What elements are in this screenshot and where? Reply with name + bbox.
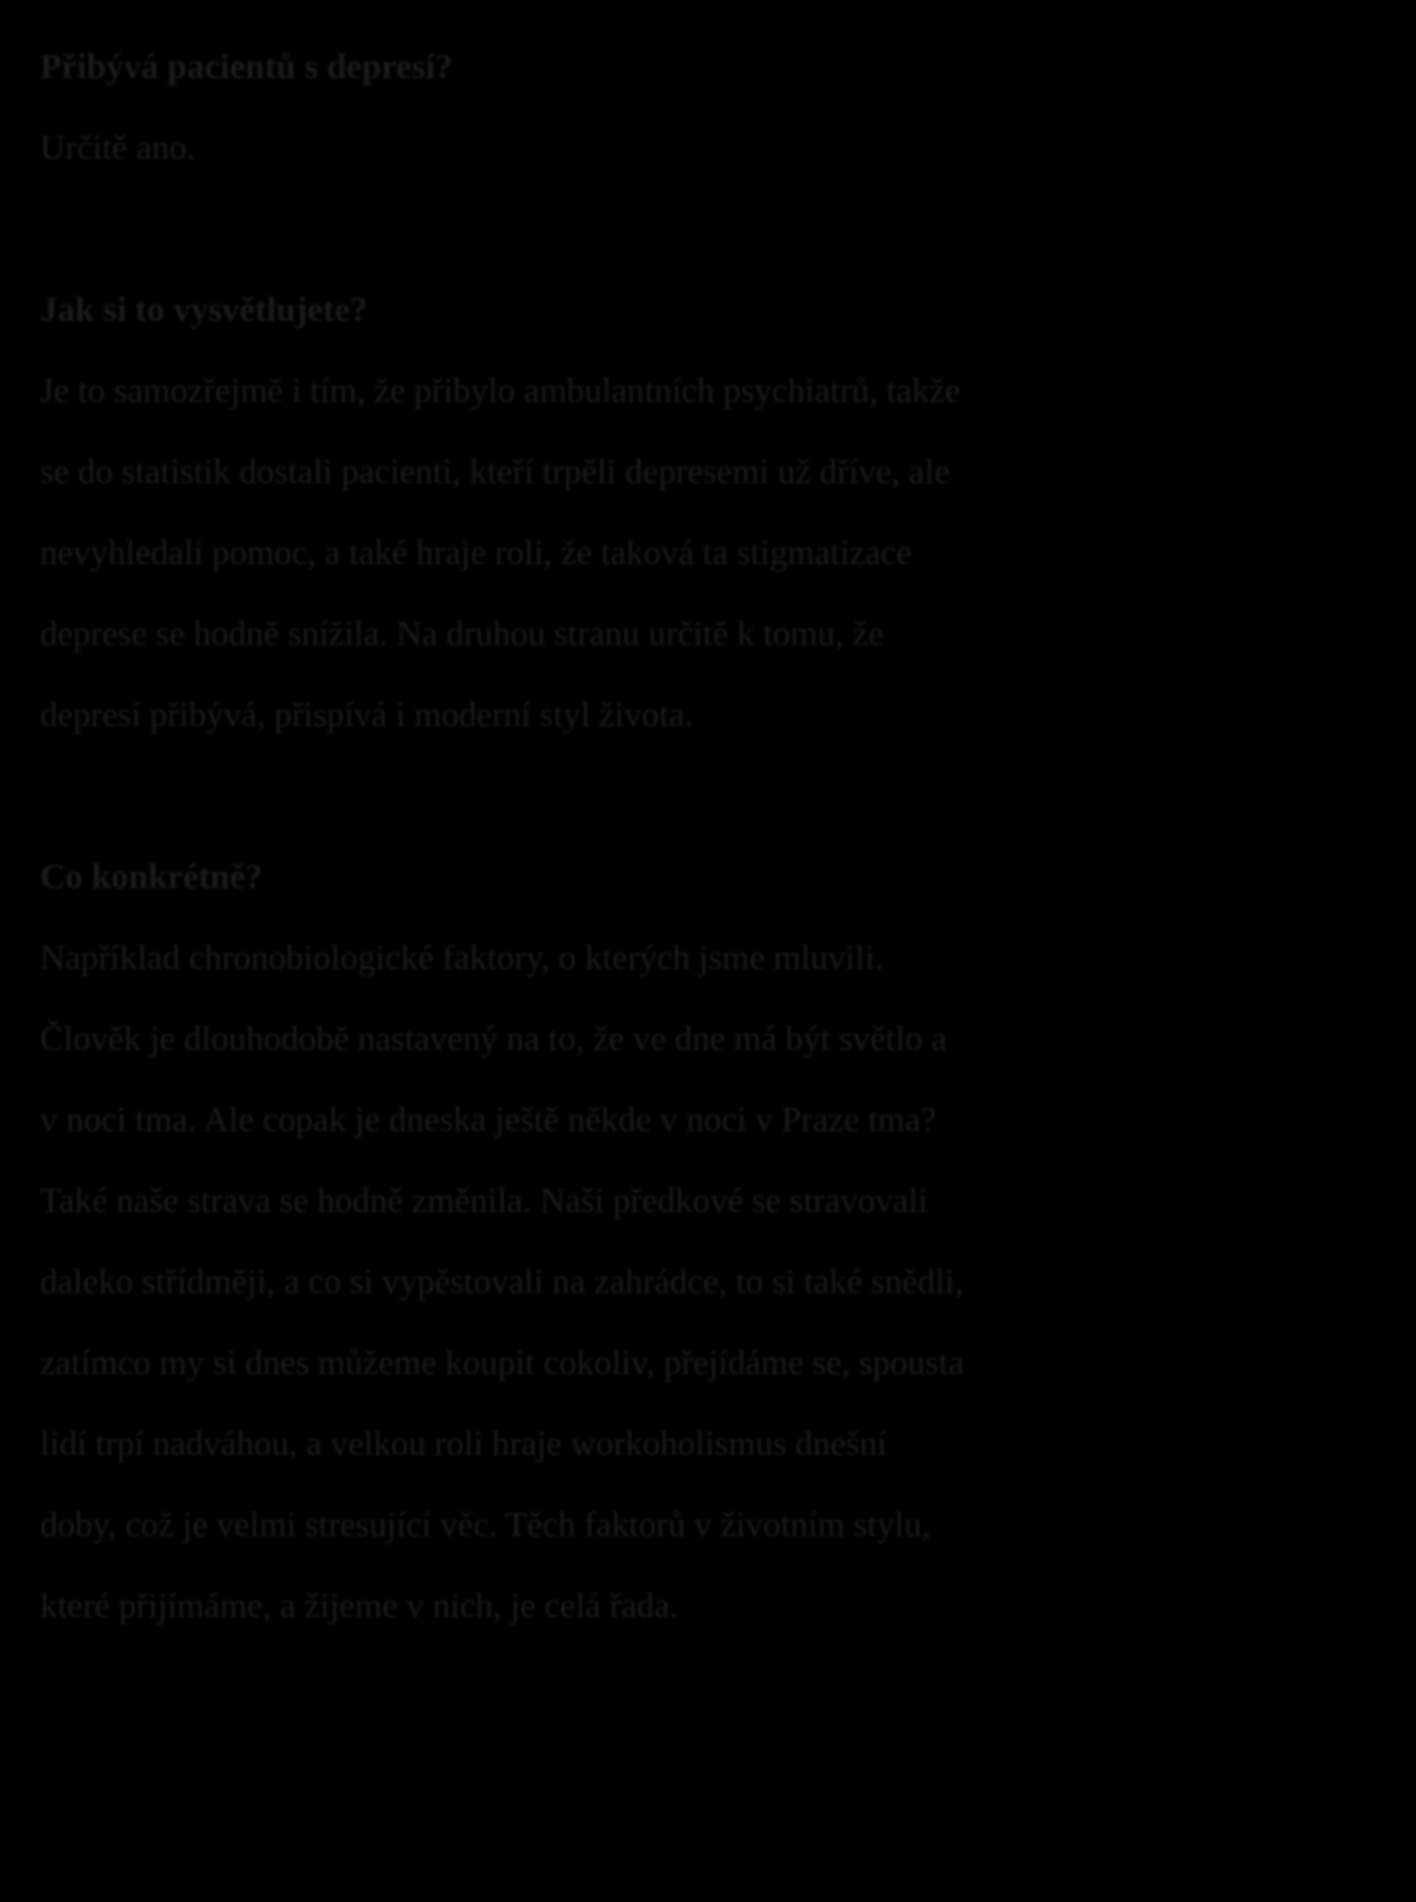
answer-3-line: Člověk je dlouhodobě nastavený na to, že ve dne má být světlo a <box>40 1019 947 1058</box>
answer-3-line: doby, což je velmi stresující věc. Těch faktorů v životním stylu, <box>40 1505 931 1544</box>
answer-3-line: zatímco my si dnes můžeme koupit cokoliv, přejídáme se, spousta <box>40 1343 965 1382</box>
paragraph-gap <box>40 755 1380 836</box>
answer-3-line: Také naše strava se hodně změnila. Naši předkové se stravovali <box>40 1181 928 1220</box>
question-3: Co konkrétně? <box>40 857 263 896</box>
answer-2-line: nevyhledali pomoc, a také hraje roli, že taková ta stigmatizace <box>40 533 912 572</box>
question-1: Přibývá pacientů s depresí? <box>40 47 453 86</box>
answer-3-line: daleko střídměji, a co si vypěstovali na zahrádce, to si také snědli, <box>40 1262 964 1301</box>
answer-3-line: lidí trpí nadváhou, a velkou roli hraje workoholismus dnešní <box>40 1424 887 1463</box>
interview-text <box>40 26 1380 1646</box>
answer-2-line: deprese se hodně snížila. Na druhou stranu určitě k tomu, že <box>40 614 884 653</box>
answer-2-line: se do statistik dostali pacienti, kteří trpěli depresemi už dříve, ale <box>40 452 950 491</box>
answer-2-line: depresí přibývá, přispívá i moderní styl života. <box>40 695 694 734</box>
answer-3-line: Například chronobiologické faktory, o kterých jsme mluvili. <box>40 938 884 977</box>
answer-3-line: které přijímáme, a žijeme v nich, je celá řada. <box>40 1586 679 1625</box>
paragraph-gap <box>40 188 1380 269</box>
answer-2-line: Je to samozřejmě i tím, že přibylo ambulantních psychiatrů, takže <box>40 371 961 410</box>
answer-1-line: Určitě ano. <box>40 128 196 167</box>
question-2: Jak si to vysvětlujete? <box>40 290 368 329</box>
answer-3-line: v noci tma. Ale copak je dneska ještě někde v noci v Praze tma? <box>40 1100 937 1139</box>
